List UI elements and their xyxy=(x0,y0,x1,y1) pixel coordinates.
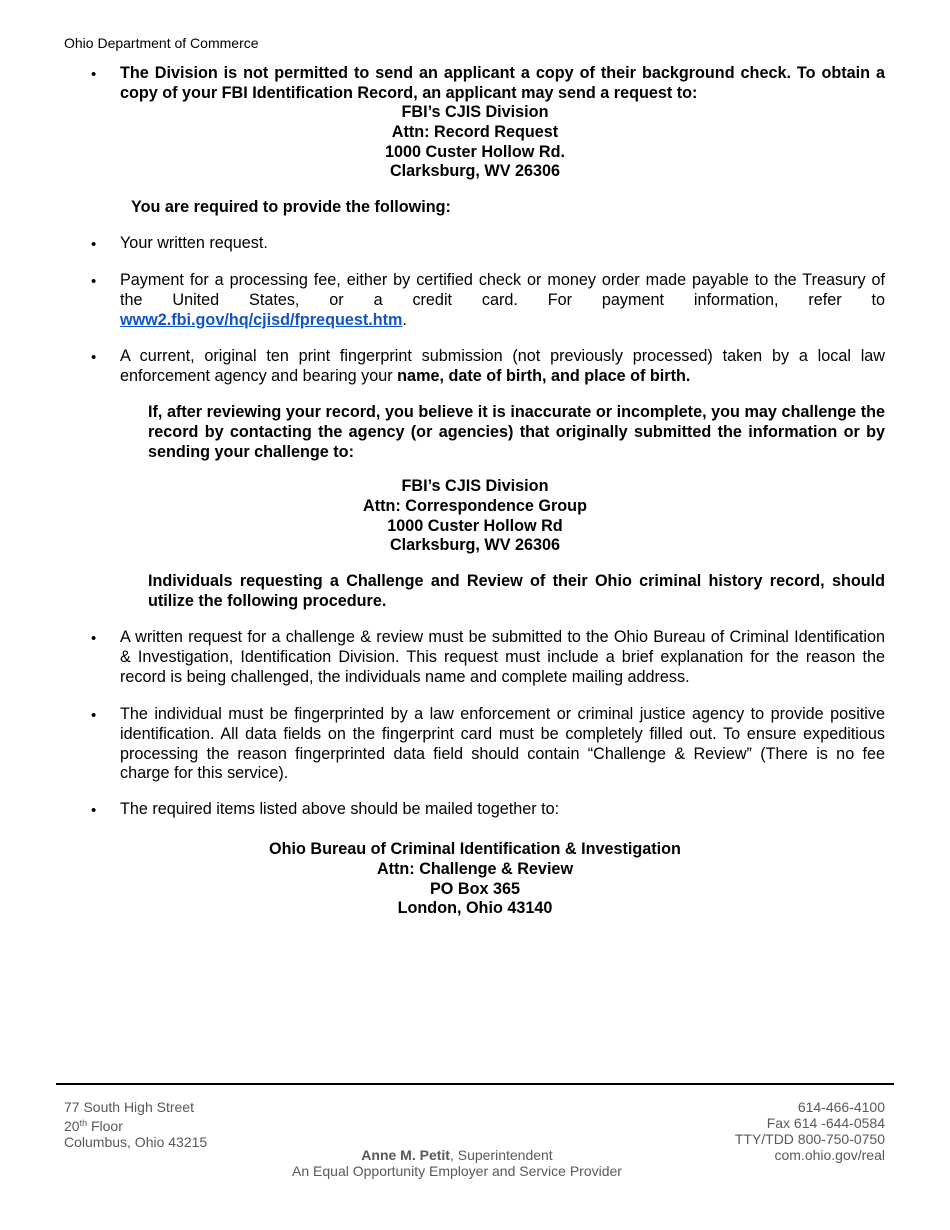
ohio-bci-address xyxy=(0,840,950,919)
footer-address xyxy=(64,1099,207,1150)
footer-city: Columbus, Ohio 43215 xyxy=(64,1134,208,1150)
fingerprint-bold-text: name, date of birth, and place of birth. xyxy=(397,366,691,385)
address-line: FBI’s CJIS Division xyxy=(401,103,549,121)
payment-text: Payment for a processing fee, either by certified check or money order made payable to the Treasury of the United States, or a credit card. For payment information, refer to xyxy=(120,271,885,309)
footer-divider xyxy=(56,1083,894,1085)
address-line: London, Ohio 43140 xyxy=(397,899,553,918)
superintendent-title: , Superintendent xyxy=(449,1147,553,1163)
address-line: FBI’s CJIS Division xyxy=(401,477,549,495)
address-line: Attn: Challenge & Review xyxy=(376,859,574,878)
header-org-name: Ohio Department of Commerce xyxy=(64,35,259,51)
bullet-marker: • xyxy=(91,349,97,366)
bullet-marker: • xyxy=(91,66,97,83)
bullet-marker: • xyxy=(91,273,97,290)
requirements-heading: You are required to provide the following: xyxy=(131,198,451,216)
ohio-fingerprinting: The individual must be fingerprinted by a law enforcement or criminal justice agency to provide positive identification. All data fields on the fingerprint card must be completely filled out. To ensure expeditious processing the reason fingerprinted data field should contain “Challenge & Review” (There is no fee charge for this service). xyxy=(120,705,885,783)
requirement-fingerprint xyxy=(120,347,885,387)
footer-phone: 614-466-4100 xyxy=(797,1099,885,1115)
address-line: Clarksburg, WV 26306 xyxy=(389,536,561,555)
ohio-written-request: A written request for a challenge & review must be submitted to the Ohio Bureau of Criminal Identification & Investigation, Identification Division. This request must include a brief explanation for the reason the record is being challenged, the individuals name and complete mailing address. xyxy=(120,628,885,686)
floor-suffix: th xyxy=(79,1118,88,1128)
ohio-procedure-intro: Individuals requesting a Challenge and Review of their Ohio criminal history record, should utilize the following procedure. xyxy=(148,572,885,610)
address-line: Clarksburg, WV 26306 xyxy=(389,162,561,181)
intro-bullet-text: The Division is not permitted to send an applicant a copy of their background check. To obtain a copy of your FBI Identification Record, an applicant may send a request to: xyxy=(120,64,885,102)
address-line: Ohio Bureau of Criminal Identification & Investigation xyxy=(269,840,681,858)
bullet-marker: • xyxy=(91,630,97,647)
ohio-mail-instructions: The required items listed above should be mailed together to: xyxy=(120,800,560,818)
requirement-written-request: Your written request. xyxy=(120,234,268,252)
fbi-correspondence-address xyxy=(0,477,950,556)
address-line: 1000 Custer Hollow Rd xyxy=(387,516,563,535)
superintendent-line xyxy=(0,1147,914,1163)
address-line: PO Box 365 xyxy=(430,879,520,898)
fingerprint-text: A current, original ten print fingerprint submission (not previously processed) taken by a local law enforcement agency and bearing your xyxy=(120,347,885,385)
fbi-payment-link[interactable]: www2.fbi.gov/hq/cjisd/fprequest.htm xyxy=(120,310,403,329)
challenge-paragraph: If, after reviewing your record, you believe it is inaccurate or incomplete, you may challenge the record by contacting the agency (or agencies) that originally submitted the information or by sending your challenge to: xyxy=(148,403,885,461)
footer-website: com.ohio.gov/real xyxy=(774,1147,885,1163)
bullet-marker: • xyxy=(91,802,97,819)
footer-fax: Fax 614 -644-0584 xyxy=(766,1115,885,1131)
footer-floor xyxy=(64,1115,207,1134)
fbi-record-request-address xyxy=(0,103,950,182)
payment-end: . xyxy=(402,310,407,329)
footer-tty: TTY/TDD 800-750-0750 xyxy=(734,1131,885,1147)
floor-number: 20 xyxy=(64,1118,80,1134)
address-line: Attn: Record Request xyxy=(391,122,559,141)
footer-superintendent xyxy=(0,1147,914,1179)
superintendent-name: Anne M. Petit xyxy=(361,1147,450,1163)
bullet-marker: • xyxy=(91,236,97,253)
address-line: Attn: Correspondence Group xyxy=(363,496,587,515)
bullet-marker: • xyxy=(91,707,97,724)
address-line: 1000 Custer Hollow Rd. xyxy=(385,142,565,161)
footer-street: 77 South High Street xyxy=(64,1099,194,1115)
requirement-payment xyxy=(120,271,885,330)
employer-statement: An Equal Opportunity Employer and Service Provider xyxy=(292,1163,622,1179)
floor-word: Floor xyxy=(87,1118,123,1134)
